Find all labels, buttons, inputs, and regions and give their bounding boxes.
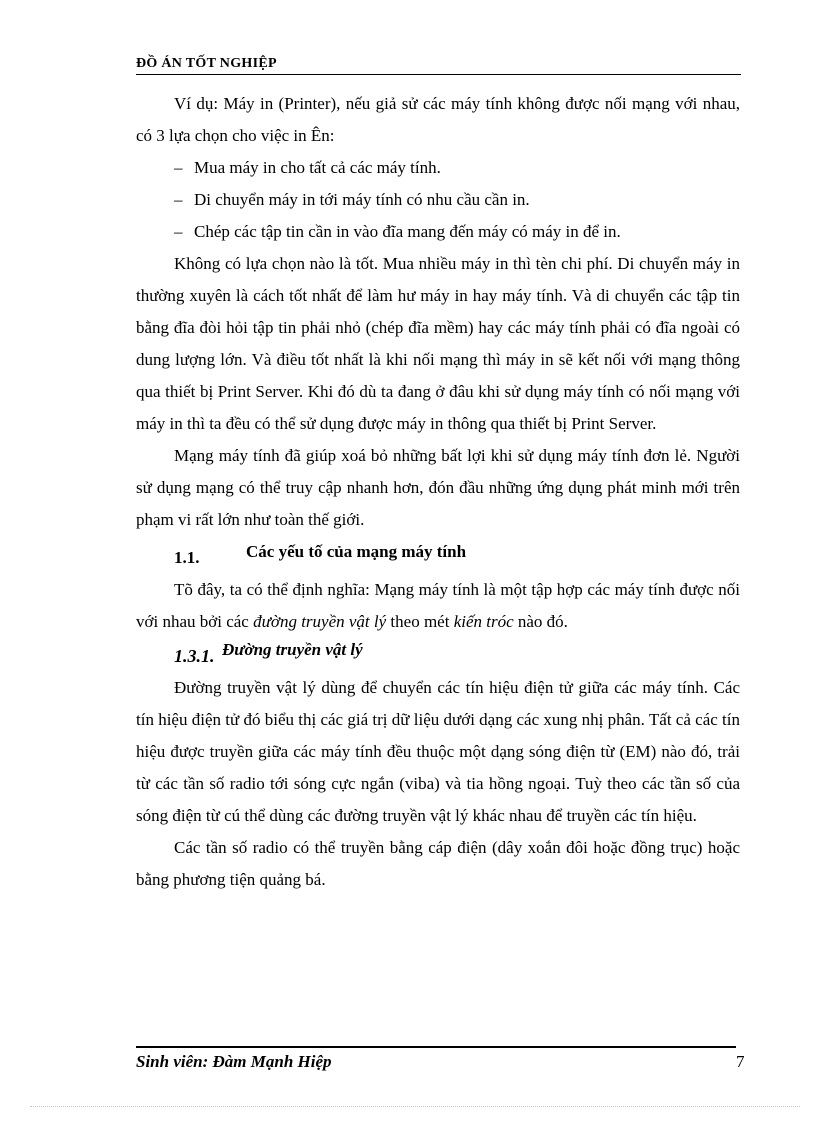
definition-text: theo mét — [386, 612, 454, 631]
subsection-heading — [136, 638, 740, 672]
paragraph-printer-example: Ví dụ: Máy in (Printer), nếu giả sử các máy tính không được nối mạng với nhau, có 3 lựa chọn cho việc in Ên: — [136, 94, 740, 145]
dash-marker: – — [174, 158, 183, 177]
subsection-number: 1.3.1. — [174, 646, 215, 666]
document-body — [136, 88, 740, 896]
footer-divider — [136, 1046, 736, 1048]
document-header: ĐỒ ÁN TỐT NGHIỆP — [136, 56, 741, 75]
dash-marker: – — [174, 222, 183, 241]
definition-text: Tõ đây, ta có thể định nghĩa: Mạng máy tính là một tập hợp các máy tính được nối với nhau bởi các — [136, 580, 740, 631]
paragraph-no-good-option: Không có lựa chọn nào là tốt. Mua nhiều máy in thì tèn chi phí. Di chuyển máy in thường xuyên là cách tốt nhất để làm hư máy in hay máy tính. Và di chuyển các tập tin bằng đĩa đòi hỏi tập tin phải nhỏ (chép đĩa mềm) hay các máy tính phải có đĩa ngoài có dung lượng lớn. Và điều tốt nhất là khi nối mạng thì máy in sẽ kết nối với mạng thông qua thiết bị Print Server. Khi đó dù ta đang ở đâu khi sử dụng máy tính có nối mạng với máy in thì ta đều có thể sử dụng được máy in thông qua thiết bị Print Server. — [136, 254, 740, 433]
subsection-title: Đường truyền vật lý — [222, 640, 363, 659]
paragraph-network-benefits: Mạng máy tính đã giúp xoá bỏ những bất lợi khi sử dụng máy tính đơn lẻ. Người sử dụng mạng có thể truy cập nhanh hơn, đón đầu những ứng dụng phát minh mới trên phạm vi rất lớn như toàn thế giới. — [136, 446, 740, 529]
paragraph-network-definition — [136, 574, 740, 638]
section-number: 1.1. — [174, 548, 200, 567]
list-item — [136, 216, 740, 248]
page-number: 7 — [736, 1052, 745, 1071]
list-item-text: Mua máy in cho tất cả các máy tính. — [194, 158, 441, 177]
emphasis-physical-medium: đường truyền vật lý — [253, 612, 387, 631]
section-heading — [136, 538, 740, 574]
paragraph-physical-medium: Đường truyền vật lý dùng để chuyển các tín hiệu điện tử giữa các máy tính. Các tín hiệu điện tử đó biểu thị các giá trị dữ liệu dưới dạng các xung nhị phân. Tất cả các tín hiệu được truyền giữa các máy tính đều thuộc một dạng sóng điện từ (EM) nào đó, trải từ các tần số radio tới sóng cực ngắn (viba) và tia hồng ngoại. Tuỳ theo các tần số của sóng điện từ cú thể dùng các đường truyền vật lý khác nhau để truyền các tín hiệu. — [136, 678, 740, 825]
list-item-text: Chép các tập tin cần in vào đĩa mang đến máy có máy in để in. — [194, 222, 621, 241]
list-item-text: Di chuyển máy in tới máy tính có nhu cầu cần in. — [194, 190, 530, 209]
emphasis-architecture: kiến tróc — [453, 612, 514, 631]
section-title: Các yếu tố của mạng máy tính — [246, 542, 467, 561]
definition-text: nào đó. — [513, 612, 568, 631]
list-item — [136, 184, 740, 216]
footer-author: Sinh viên: Đàm Mạnh Hiệp — [136, 1052, 332, 1071]
page-bottom-dotted-line — [30, 1106, 800, 1107]
list-item — [136, 152, 740, 184]
dash-marker: – — [174, 190, 183, 209]
paragraph-radio-frequencies: Các tần số radio có thể truyền bằng cáp điện (dây xoắn đôi hoặc đồng trục) hoặc bằng phương tiện quảng bá. — [136, 838, 740, 889]
